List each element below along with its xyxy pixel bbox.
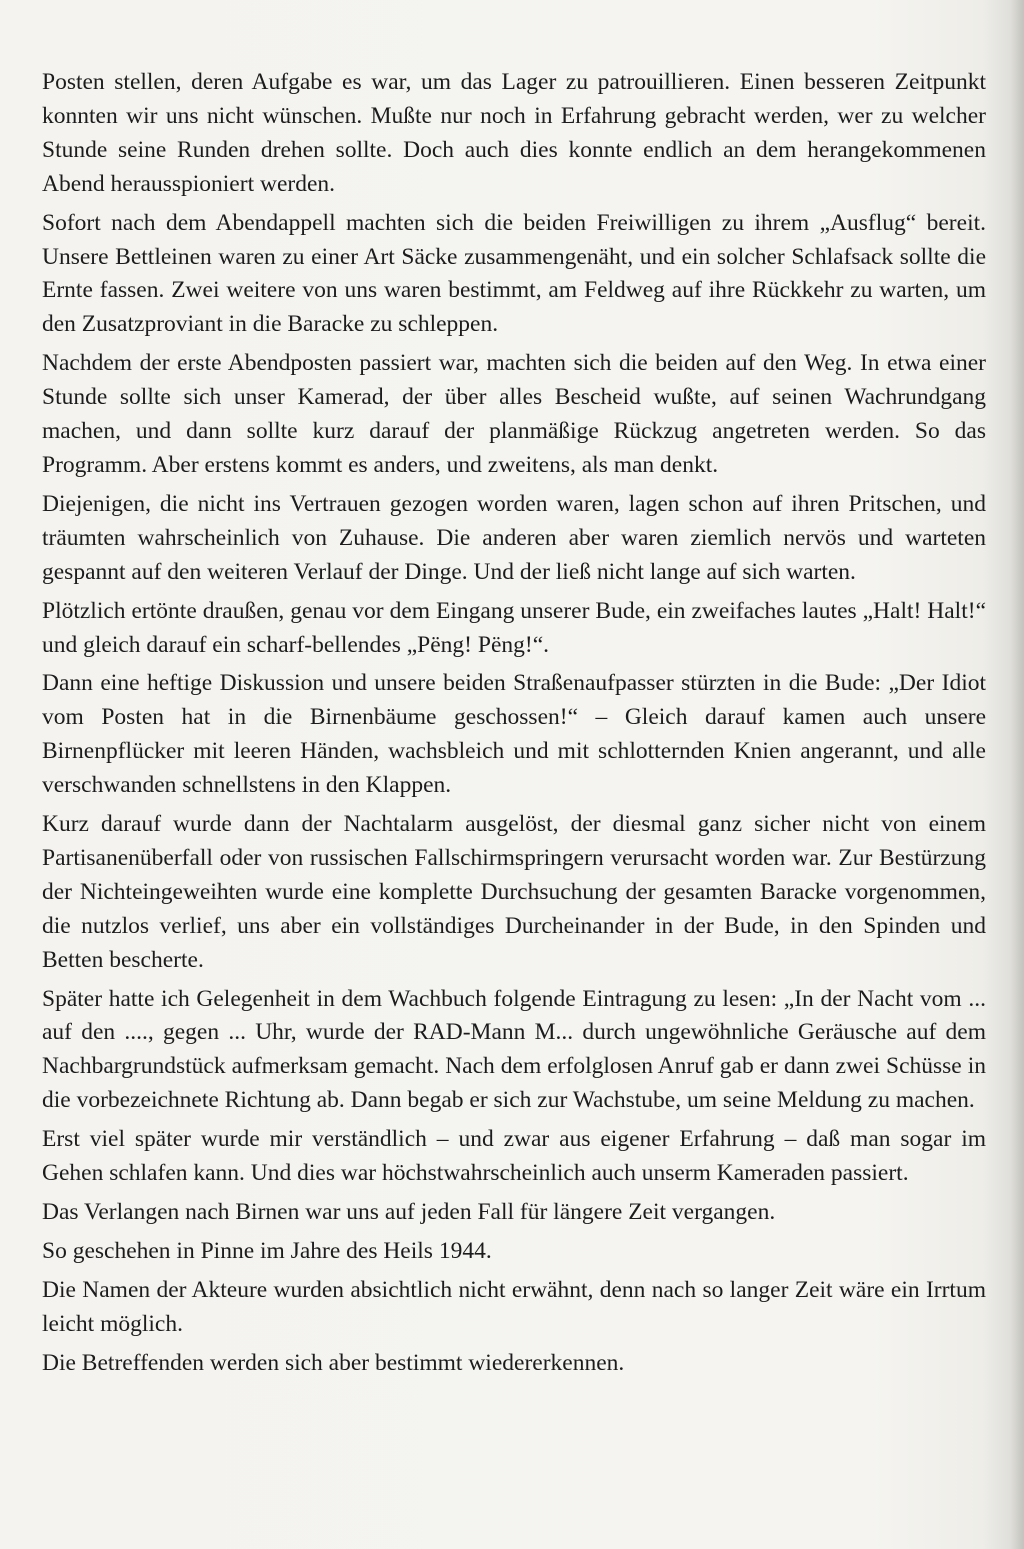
- paragraph: Das Verlangen nach Birnen war uns auf jeden Fall für längere Zeit vergangen.: [42, 1199, 776, 1225]
- paragraph: Erst viel später wurde mir verständlich – und zwar aus eigener Erfahrung – daß man sogar im Gehen schlafen kann. Und dies war höchstwahrscheinlich auch unserm Kameraden passiert.: [42, 1126, 986, 1187]
- paragraph: So geschehen in Pinne im Jahre des Heils 1944.: [42, 1237, 492, 1264]
- paragraph: Plötzlich ertönte draußen, genau vor dem Eingang unserer Bude, ein zweifaches lautes „Halt! Halt!“ und gleich darauf ein scharf-bellendes „Pëng! Pëng!“.: [42, 597, 986, 658]
- paragraph: Die Betreffenden werden sich aber bestimmt wiedererkennen.: [42, 1349, 625, 1376]
- paragraph: Sofort nach dem Abendappell machten sich die beiden Freiwilligen zu ihrem „Ausflug“ bereit. Unsere Bettleinen waren zu einer Art Säcke zusammengenäht, und ein solcher Schlafsack sollte die Ernte fassen. Zwei weitere von uns waren bestimmt, am Feldweg auf ihre Rückkehr zu warten, um den Zusatzproviant in die Baracke zu schleppen.: [42, 209, 986, 338]
- paragraph: Kurz darauf wurde dann der Nachtalarm ausgelöst, der diesmal ganz sicher nicht von einem Partisanenüberfall oder von russischen Fallschirmspringern verursacht worden war. Zur Bestürzung der Nichteingeweihten wurde eine komplette Durchsuchung der gesamten Baracke vorgenommen, die nutzlos verlief, uns aber ein vollständiges Durcheinander in der Bude, in den Spinden und Betten bescherte.: [42, 811, 986, 973]
- paragraph: Posten stellen, deren Aufgabe es war, um das Lager zu patrouillieren. Einen besseren Zeitpunkt konnten wir uns nicht wünschen. Mußte nur noch in Erfahrung gebracht werden, wer zu welcher Stunde seine Runden drehen sollte. Doch auch dies konnte endlich an dem herangekommenen Abend herausspioniert werden.: [42, 69, 986, 197]
- paragraph: Dann eine heftige Diskussion und unsere beiden Straßenaufpasser stürzten in die Bude: „Der Idiot vom Posten hat in die Birnenbäume geschossen!“ – Gleich darauf kamen auch unsere Birnenpflücker mit leeren Händen, wachsbleich und mit schlotternden Knien angerannt, und alle verschwanden schnellstens in den Klappen.: [42, 670, 986, 799]
- body-text: [42, 66, 986, 1386]
- paragraph: Die Namen der Akteure wurden absichtlich nicht erwähnt, denn nach so langer Zeit wäre ein Irrtum leicht möglich.: [42, 1276, 986, 1337]
- paragraph: Später hatte ich Gelegenheit in dem Wachbuch folgende Eintragung zu lesen: „In der Nacht vom ... auf den ...., gegen ... Uhr, wurde der RAD-Mann M... durch ungewöhnliche Geräusche auf dem Nachbargrundstück aufmerksam gemacht. Nach dem erfolglosen Anruf gab er dann zwei Schüsse in die vorbezeichnete Richtung ab. Dann begab er sich zur Wachstube, um seine Meldung zu machen.: [42, 985, 986, 1114]
- paragraph: Diejenigen, die nicht ins Vertrauen gezogen worden waren, lagen schon auf ihren Pritschen, und träumten wahrscheinlich von Zuhause. Die anderen aber waren ziemlich nervös und warteten gespannt auf den weiteren Verlauf der Dinge. Und der ließ nicht lange auf sich warten.: [42, 490, 986, 585]
- paragraph: Nachdem der erste Abendposten passiert war, machten sich die beiden auf den Weg. In etwa einer Stunde sollte sich unser Kamerad, der über alles Bescheid wußte, auf seinen Wachrundgang machen, und dann sollte kurz darauf der planmäßige Rückzug angetreten werden. So das Programm. Aber erstens kommt es anders, und zweitens, als man denkt.: [42, 350, 986, 478]
